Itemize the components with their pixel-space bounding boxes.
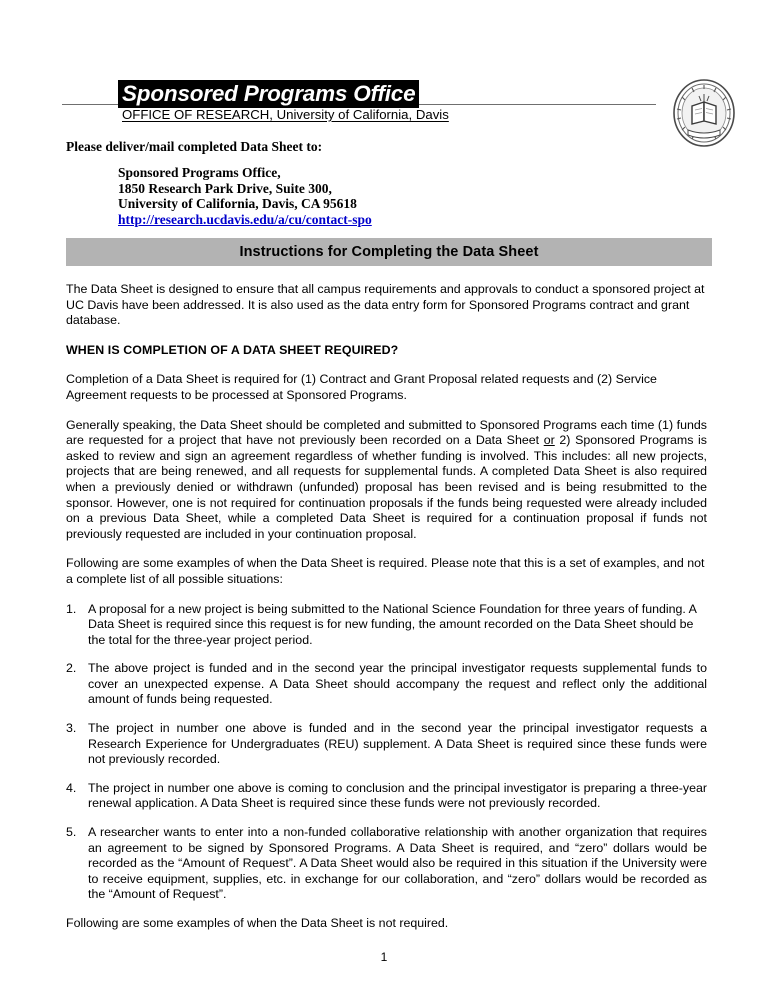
section-heading-when-required: WHEN IS COMPLETION OF A DATA SHEET REQUIRED? — [66, 342, 399, 357]
list-item: The project in number one above is funded and in the second year the principal investigator requests a Research Experience for Undergraduates (REU) supplement. A Data Sheet is required since these funds were not previously recorded. — [88, 721, 707, 767]
examples-intro-paragraph: Following are some examples of when the Data Sheet is required. Please note that this is a set of examples, and not a complete list of all possible situations: — [66, 556, 705, 586]
general-paragraph — [66, 418, 707, 543]
general-paragraph-part2: 2) Sponsored Programs is asked to review and sign an agreement regardless of whether funding is involved. This includes: all new projects, projects that are being renewed, and all requests for supplemental funds. A completed Data Sheet is also required when a previously denied or withdrawn (unfunded) proposal has been revised and is being resubmitted to the sponsor. However, one is not required for continuation proposals if the funds being requested were already included on a previous Data Sheet, while a completed Data Sheet is required for a continuation proposal if funds not previously requested are included in your continuation proposal. — [66, 433, 707, 541]
general-paragraph-part1: Generally speaking, the Data Sheet should be completed and submitted to Sponsored Programs each time (1) funds are requested for a project that have not previously been recorded on a Data Sheet — [66, 417, 707, 448]
address-line-3: University of California, Davis, CA 95618 — [118, 196, 357, 211]
address-block — [118, 165, 372, 227]
document-body — [66, 282, 707, 946]
address-line-2: 1850 Research Park Drive, Suite 300, — [118, 180, 332, 196]
examples-list — [66, 602, 707, 904]
delivery-instruction: Please deliver/mail completed Data Sheet to: — [66, 139, 323, 154]
not-required-intro-paragraph: Following are some examples of when the Data Sheet is not required. — [66, 916, 449, 930]
contact-spo-link[interactable]: http://research.ucdavis.edu/a/cu/contact-spo — [118, 211, 372, 227]
page-title: Sponsored Programs Office — [118, 80, 419, 108]
page-number: 1 — [380, 950, 388, 964]
instructions-banner — [66, 238, 712, 266]
address-line-1: Sponsored Programs Office, — [118, 165, 281, 180]
list-item: The above project is funded and in the second year the principal investigator requests supplemental funds to cover an unexpected expense. A Data Sheet should accompany the request and reflect only the additional amount of funds being requested. — [88, 661, 707, 707]
page-footer — [0, 950, 768, 964]
instructions-banner-title: Instructions for Completing the Data Sheet — [239, 244, 539, 260]
list-item: A researcher wants to enter into a non-funded collaborative relationship with another organization that requires an agreement to be signed by Sponsored Programs. A Data Sheet is required, and “zero” dollars would be recorded as the “Amount of Request”. A Data Sheet would also be required in this situation if the University were to receive equipment, supplies, etc. in exchange for our collaboration, and “zero” dollars would be recorded as the “Amount of Request”. — [88, 825, 707, 902]
intro-paragraph: The Data Sheet is designed to ensure that all campus requirements and approvals to conduct a sponsored project at UC Davis have been addressed. It is also used as the data entry form for Sponsored Programs contract and grant database. — [66, 282, 705, 328]
address-url-line — [118, 212, 372, 228]
document-header — [0, 0, 768, 135]
list-item: The project in number one above is coming to conclusion and the principal investigator is preparing a three-year renewal application. A Data Sheet is required since these funds were not previously recorded. — [88, 780, 707, 811]
general-paragraph-emphasis: or — [543, 433, 555, 448]
uc-seal-icon — [672, 78, 736, 148]
header-subtitle: OFFICE OF RESEARCH, University of California, Davis — [122, 107, 449, 122]
requirement-paragraph: Completion of a Data Sheet is required for (1) Contract and Grant Proposal related requests and (2) Service Agreement requests to be processed at Sponsored Programs. — [66, 372, 657, 402]
list-item: A proposal for a new project is being submitted to the National Science Foundation for three years of funding. A Data Sheet is required since this request is for new funding, the amount recorded on the Data Sheet should be the total for the three-year project period. — [88, 601, 697, 647]
